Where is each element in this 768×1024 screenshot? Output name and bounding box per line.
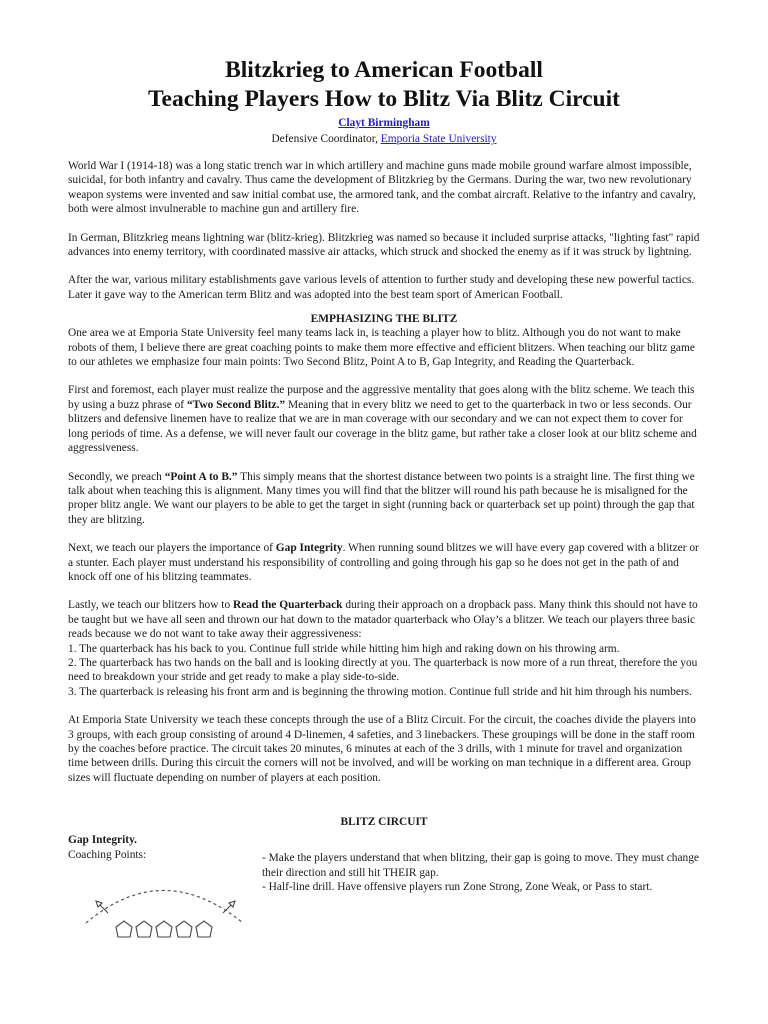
gap-integrity-phrase: Gap Integrity bbox=[275, 542, 343, 555]
read-item-3: 3. The quarterback is releasing his front arm and is beginning the throwing motion. Continue full stride and hit him through his numbers. bbox=[68, 685, 692, 698]
section-heading-blitz-circuit: BLITZ CIRCUIT bbox=[340, 816, 428, 829]
title-line-1: Blitzkrieg to American Football bbox=[225, 57, 543, 83]
intro-paragraph-1: World War I (1914-18) was a long static trench war in which artillery and machine guns made mobile ground warfare almost impossible, suicidal, for both infantry and cavalry. Thus came the development of Blitzkrieg by the Germans. During the war, two new revolutionary weapon systems were invented and saw initial combat use, the armored tank, and the combat aircraft. Relative to the infantry and cavalry, both were almost invulnerable to machine gun and artillery fire. bbox=[68, 160, 696, 216]
read-item-1: 1. The quarterback has his back to you. Continue full stride while hitting him high and raking down on his throwing arm. bbox=[68, 642, 620, 655]
emphasizing-paragraph: One area we at Emporia State University feel many teams lack in, is teaching a player how to blitz. Although you do not want to make robots of them, I believe there are great coaching points to make them more effective and efficient blitzers. When teaching our blitz game to our athletes we emphasize four main points: Two Second Blitz, Point A to B, Gap Integrity, and Reading the Quarterback. bbox=[68, 327, 695, 369]
coaching-point-1: - Make the players understand that when blitzing, their gap is going to move. They must change their direction and still hit THEIR gap. bbox=[262, 852, 699, 879]
author-line bbox=[68, 116, 700, 130]
read-qb-phrase: Read the Quarterback bbox=[233, 599, 343, 612]
point-a-b-paragraph: Secondly, we preach “Point A to B.” This simply means that the shortest distance between two points is a straight line. The first thing we talk about when teaching this is alignment. Many times you will find that the blitzer will round his path because he is misaligned for the proper blitz angle. We want our players to be able to get the target in sight (running back or quarterback set up point) through the gap that they are blitzing. bbox=[68, 470, 695, 526]
intro-paragraph-3: After the war, various military establishments gave various levels of attention to further study and developing these new powerful tactics. Later it gave way to the American term Blitz and was adopted into the best team sport of American Football. bbox=[68, 274, 695, 301]
university-link[interactable]: Emporia State University bbox=[380, 133, 497, 145]
point-a-b-phrase: “Point A to B.” bbox=[164, 470, 238, 483]
two-second-paragraph: First and foremost, each player must realize the purpose and the aggressive mentality that goes along with the blitz scheme. We teach this by using a buzz phrase of “Two Second Blitz.” Meaning that in every blitz we need to get to the quarterback in two or less seconds. Our blitzers and defensive linemen have to realize that we are in man coverage with our secondary and we can not expect them to cover for long periods of time. As a defense, we will never fault our coverage in the blitz game, but rather take a closer look at our blitz scheme and aggressiveness. bbox=[68, 384, 697, 455]
circuit-intro-paragraph: At Emporia State University we teach these concepts through the use of a Blitz Circuit. For the circuit, the coaches divide the players into 3 groups, with each group consisting of around 4 D-linemen, 4 safeties, and 3 linebackers. These groupings will be done in the staff room by the coaches before practice. The circuit takes 20 minutes, 6 minutes at each of the 3 drills, with 1 minute for travel and organization time between drills. During this circuit the corners will not be involved, and will be working on man technique in a different area. Group sizes will fluctuate depending on number of players at each position. bbox=[68, 714, 696, 784]
gap-integrity-paragraph: Next, we teach our players the importance of Gap Integrity. When running sound blitzes we will have every gap covered with a blitzer or a stunter. Each player must understand his responsibility of controlling and going through his gap so he does not get in the path of and knock off one of his blitzing teammates. bbox=[68, 542, 699, 583]
two-second-phrase: “Two Second Blitz.” bbox=[186, 398, 286, 411]
role-line bbox=[68, 132, 700, 146]
author-link[interactable]: Clayt Birmingham bbox=[338, 117, 430, 129]
coaching-point-2: - Half-line drill. Have offensive players run Zone Strong, Zone Weak, or Pass to start. bbox=[262, 881, 653, 894]
section-heading-emphasizing: EMPHASIZING THE BLITZ bbox=[310, 313, 458, 326]
intro-paragraph-2: In German, Blitzkrieg means lightning war (blitz-krieg). Blitzkrieg was named so because it included surprise attacks, "lighting fast" rapid advances into enemy territory, with coordinated massive air attacks, which struck and shocked the enemy as if it was struck by lightning. bbox=[68, 231, 700, 259]
coaching-points-label: Coaching Points: bbox=[68, 848, 147, 861]
title-line-2: Teaching Players How to Blitz Via Blitz Circuit bbox=[148, 86, 620, 112]
drill-title: Gap Integrity. bbox=[68, 834, 137, 847]
role-prefix: Defensive Coordinator, bbox=[271, 133, 381, 145]
read-item-2: 2. The quarterback has two hands on the ball and is looking directly at you. The quarterback is now more of a run threat, therefore the you need to breakdown your stride and get ready to make a play side-to-side. bbox=[68, 656, 698, 684]
gap-integrity-diagram bbox=[68, 863, 258, 953]
blitz-circuit-section bbox=[68, 833, 700, 953]
read-qb-paragraph: Lastly, we teach our blitzers how to Read the Quarterback during their approach on a dropback pass. Many think this should not have to be taught but we have all seen and thrown our hat down to the matador quarterback who Olay’s a blitzer. We teach our players three basic reads because we do not want to take away their aggressiveness: bbox=[68, 599, 698, 641]
